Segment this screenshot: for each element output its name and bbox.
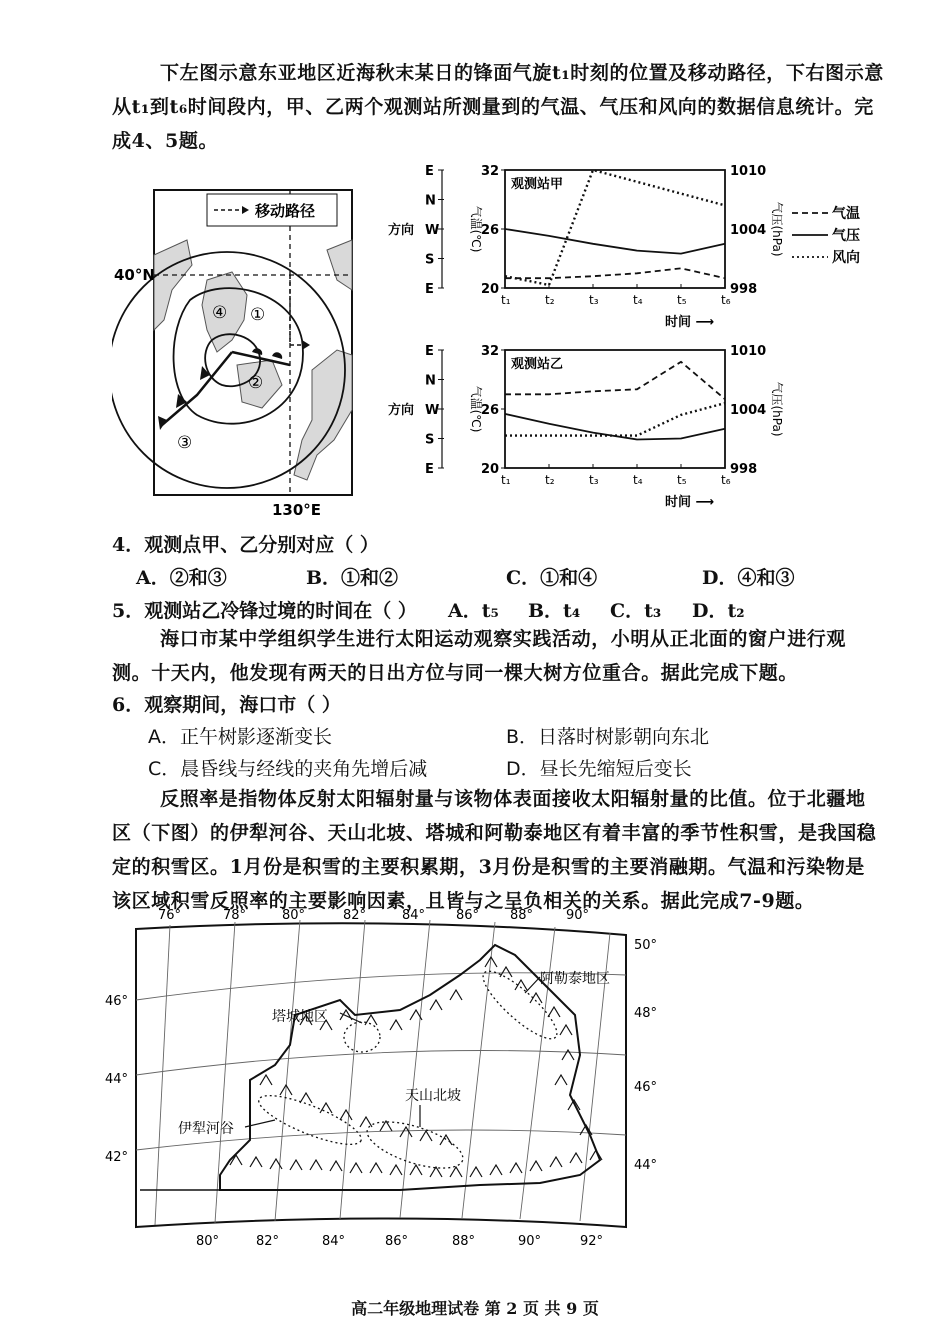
time-tick-b-4: t₅ [677,473,687,487]
right-lat-46: 46° [634,1080,658,1095]
label-tianshan: 天山北坡 [405,1088,461,1104]
question-4: 4．观测点甲、乙分别对应（ ） [112,534,379,556]
question-5: 5．观测站乙冷锋过境的时间在（ ） [112,600,417,622]
xinjiang-map [100,905,680,1250]
time-tick-b-1: t₂ [545,473,555,487]
time-tick-b-5: t₆ [721,473,731,487]
temp-axis-label-b: 气温(℃) [469,385,483,433]
top-lon-78: 78° [223,908,247,923]
q4-option-d[interactable]: D．④和③ [702,567,795,589]
q6-option-b[interactable]: B．日落时树影朝向东北 [506,726,710,748]
top-lon-84: 84° [402,908,426,923]
temp-axis-label-a: 气温(℃) [469,205,483,253]
bottom-lon-92: 92° [580,1234,604,1249]
temp-tick-b-0: 32 [481,344,500,359]
bottom-lon-80: 80° [196,1234,220,1249]
time-tick-a-5: t₆ [721,293,731,307]
marker-1: ① [250,305,266,325]
top-lon-86: 86° [456,908,480,923]
temp-tick-a-1: 26 [481,223,500,238]
pres-tick-b-2: 998 [730,462,758,477]
bottom-lon-84: 84° [322,1234,346,1249]
dir-tick-b-4: E [425,462,434,477]
right-lat-50: 50° [634,938,658,953]
pres-tick-b-0: 1010 [730,344,767,359]
q4-option-c[interactable]: C．①和④ [506,567,598,589]
legend-label-1: 气压 [832,228,860,244]
pres-axis-label-a: 气压(hPa) [770,201,784,257]
marker-3: ③ [177,433,193,453]
dir-tick-a-0: E [425,164,434,179]
q6-option-a[interactable]: A．正午树影逐渐变长 [148,726,332,748]
bottom-lon-90: 90° [518,1234,542,1249]
pres-tick-a-1: 1004 [730,223,767,238]
bottom-lon-86: 86° [385,1234,409,1249]
dir-tick-b-1: N [425,373,436,389]
time-tick-a-3: t₄ [633,293,643,307]
series-line-b-2 [505,403,725,436]
pres-tick-a-2: 998 [730,282,758,297]
dir-label-b: 方向 [388,403,415,418]
page-footer: 高二年级地理试卷 第 2 页 共 9 页 [351,1299,599,1318]
q4-option-a[interactable]: A．②和③ [136,567,227,589]
series-line-a-0 [505,268,725,278]
pres-tick-b-1: 1004 [730,403,767,418]
intro-paragraph-3: 反照率是指物体反射太阳辐射量与该物体表面接收太阳辐射量的比值。位于北疆地区（下图）的伊犁河谷、天山北坡、塔城和阿勒泰地区有着丰富的季节性积雪，是我国稳定的积雪区。1月份是积雪的主要积累期，3月份是积雪的主要消融期。气温和污染物是该区域积雪反照率的主要影响因素，且皆与之呈负相关的关系。据此完成7-9题。 [112,788,877,912]
left-lat-42: 42° [105,1150,129,1165]
right-lat-48: 48° [634,1006,658,1021]
dir-tick-a-3: S [425,252,435,268]
q5-option-d[interactable]: D．t₂ [692,600,745,622]
marker-2: ② [248,373,264,393]
temp-tick-a-0: 32 [481,164,500,179]
legend-label-0: 气温 [832,206,860,222]
dir-tick-a-2: W [425,223,440,238]
q6-option-d[interactable]: D．昼长先缩短后变长 [506,758,692,780]
time-tick-b-3: t₄ [633,473,643,487]
label-tacheng: 塔城地区 [272,1009,328,1025]
time-tick-a-4: t₅ [677,293,687,307]
chart-title-a: 观测站甲 [511,177,564,192]
dir-tick-b-3: S [425,432,435,448]
lat-40n-label: 40°N [114,266,155,284]
label-altay: 阿勒泰地区 [540,971,610,987]
top-lon-80: 80° [282,908,306,923]
temp-tick-b-2: 20 [481,462,500,477]
dir-label-a: 方向 [388,223,415,238]
q5-option-a[interactable]: A．t₅ [448,600,499,622]
time-tick-b-0: t₁ [501,473,511,487]
intro-paragraph-2: 海口市某中学组织学生进行太阳运动观察实践活动，小明从正北面的窗户进行观测。十天内，他发现有两天的日出方位与同一棵大树方位重合。据此完成下题。 [112,628,847,684]
time-label-a: 时间 ⟶ [665,315,715,330]
cyclone-map [112,180,362,520]
dir-tick-b-0: E [425,344,434,359]
top-lon-82: 82° [343,908,367,923]
lon-130e-label: 130°E [272,501,322,519]
marker-4: ④ [212,303,228,323]
pres-tick-a-0: 1010 [730,164,767,179]
top-lon-90: 90° [566,908,590,923]
label-yili: 伊犁河谷 [178,1121,234,1137]
right-lat-44: 44° [634,1158,658,1173]
temp-tick-a-2: 20 [481,282,500,297]
left-lat-46: 46° [105,994,129,1009]
series-line-a-1 [505,229,725,254]
station-charts [380,158,880,528]
time-tick-a-2: t₃ [589,293,599,307]
time-tick-b-2: t₃ [589,473,599,487]
time-tick-a-1: t₂ [545,293,555,307]
temp-tick-b-1: 26 [481,403,500,418]
bottom-lon-88: 88° [452,1234,476,1249]
pres-axis-label-b: 气压(hPa) [770,381,784,437]
intro-paragraph-1: 下左图示意东亚地区近海秋末某日的锋面气旋t₁时刻的位置及移动路径，下右图示意从t₁到t₆时间段内，甲、乙两个观测站所测量到的气温、气压和风向的数据信息统计。完成4、5题。 [112,62,884,152]
dir-tick-b-2: W [425,403,440,418]
chart-title-b: 观测站乙 [511,357,564,372]
dir-tick-a-4: E [425,282,434,297]
q6-option-c[interactable]: C．晨昏线与经线的夹角先增后减 [148,758,428,780]
dir-tick-a-1: N [425,193,436,209]
legend-route-label: 移动路径 [255,202,316,220]
top-lon-76: 76° [158,908,182,923]
bottom-lon-82: 82° [256,1234,280,1249]
left-lat-44: 44° [105,1072,129,1087]
top-lon-88: 88° [510,908,534,923]
question-6: 6．观察期间，海口市（ ） [112,694,341,716]
time-tick-a-0: t₁ [501,293,511,307]
legend-label-2: 风向 [832,250,860,266]
time-label-b: 时间 ⟶ [665,495,715,510]
q5-option-c[interactable]: C．t₃ [610,600,662,622]
q5-option-b[interactable]: B．t₄ [528,600,581,622]
q4-option-b[interactable]: B．①和② [306,567,399,589]
